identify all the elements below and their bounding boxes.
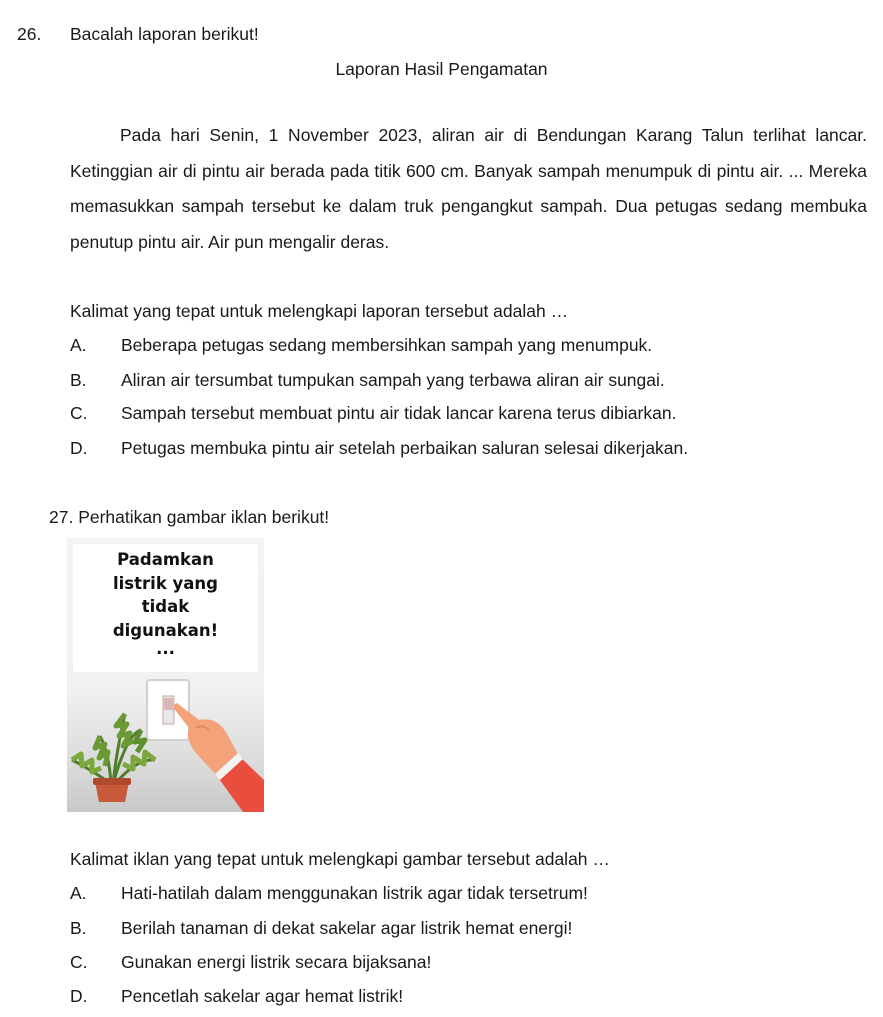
option-text: Pencetlah sakelar agar hemat listrik! xyxy=(121,986,404,1006)
ad-illustration xyxy=(67,538,264,812)
option-text: Gunakan energi listrik secara bijaksana! xyxy=(121,952,432,972)
option-letter: D. xyxy=(70,438,88,458)
question-26-prompt: Kalimat yang tepat untuk melengkapi laporan tersebut adalah … xyxy=(70,301,569,321)
report-title: Laporan Hasil Pengamatan xyxy=(335,59,548,79)
option-text: Aliran air tersumbat tumpukan sampah yang terbawa aliran air sungai. xyxy=(121,370,665,390)
pointing-hand-icon xyxy=(173,703,264,812)
option-letter: B. xyxy=(70,370,87,390)
question-27-instruction: 27. Perhatikan gambar iklan berikut! xyxy=(49,507,330,527)
option-letter: A. xyxy=(70,883,87,903)
potted-plant-icon xyxy=(72,714,155,802)
option-letter: C. xyxy=(70,952,88,972)
ad-image xyxy=(67,538,264,812)
option-text: Sampah tersebut membuat pintu air tidak lancar karena terus dibiarkan. xyxy=(121,403,677,423)
question-27-prompt: Kalimat iklan yang tepat untuk melengkapi gambar tersebut adalah … xyxy=(70,849,610,869)
option-letter: D. xyxy=(70,986,88,1006)
report-paragraph: Pada hari Senin, 1 November 2023, aliran air di Bendungan Karang Talun terlihat lancar. Ketinggian air di pintu air berada pada titik 600 cm. Banyak sampah menumpuk di pintu air. ... Mereka memasukkan sampah tersebut ke dalam truk pengangkut sampah. Dua petugas sedang membuka penutup pintu air. Air pun mengalir deras. xyxy=(70,125,867,253)
question-26-instruction: Bacalah laporan berikut! xyxy=(70,24,259,44)
option-text: Berilah tanaman di dekat sakelar agar listrik hemat energi! xyxy=(121,918,573,938)
option-letter: B. xyxy=(70,918,87,938)
option-text: Petugas membuka pintu air setelah perbaikan saluran selesai dikerjakan. xyxy=(121,438,689,458)
option-text: Hati-hatilah dalam menggunakan listrik agar tidak tersetrum! xyxy=(121,883,588,903)
option-letter: A. xyxy=(70,335,87,355)
option-letter: C. xyxy=(70,403,88,423)
option-text: Beberapa petugas sedang membersihkan sampah yang menumpuk. xyxy=(121,335,653,355)
ad-slogan: Padamkan listrik yang tidak digunakan! ... xyxy=(112,550,219,658)
question-26-number: 26. xyxy=(17,24,42,44)
